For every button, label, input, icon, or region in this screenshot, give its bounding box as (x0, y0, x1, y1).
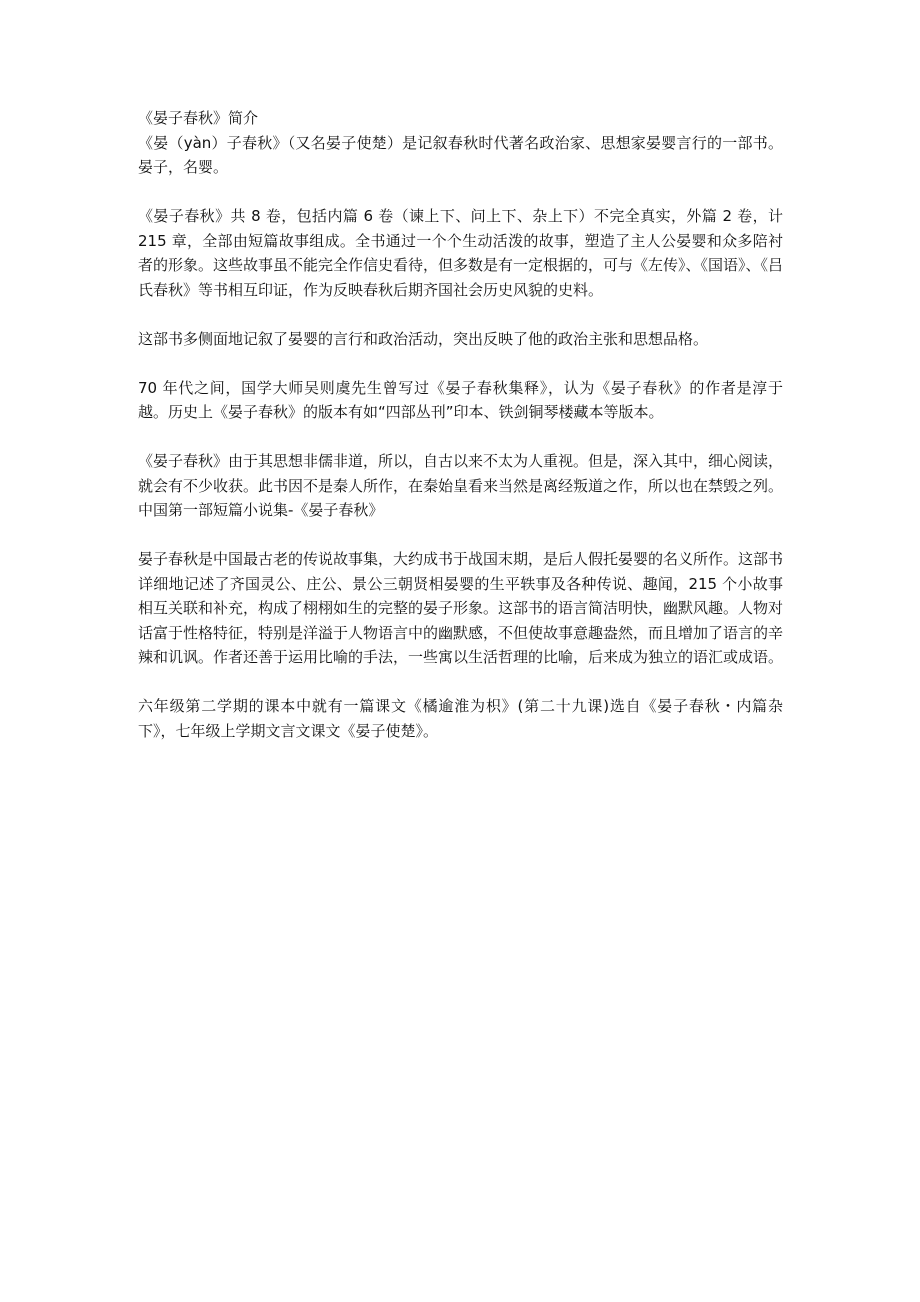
paragraph-content: 这部书多侧面地记叙了晏婴的言行和政治活动，突出反映了他的政治主张和思想品格。 (138, 329, 709, 348)
paragraph-intro: 《晏（yàn）子春秋》（又名晏子使楚）是记叙春秋时代著名政治家、思想家晏婴言行的一部书。晏子，名婴。 (138, 133, 783, 176)
paragraph-textbook: 六年级第二学期的课本中就有一篇课文《橘逾淮为枳》(第二十九课)选自《晏子春秋・内篇杂下》，七年级上学期文言文课文《晏子使楚》。 (138, 697, 783, 740)
paragraph-reception: 《晏子春秋》由于其思想非儒非道，所以，自古以来不太为人重视。但是，深入其中，细心阅读，就会有不少收获。此书因不是秦人所作，在秦始皇看来当然是离经叛道之作，所以也在禁毁之列。 中国第一部短篇小说集-《晏子春秋》 (138, 452, 784, 519)
paragraph-scholarship: 70 年代之间，国学大师吴则虞先生曾写过《晏子春秋集释》，认为《晏子春秋》的作者是淳于越。历史上《晏子春秋》的版本有如“四部丛刊”印本、铁剑铜琴楼藏本等版本。 (138, 378, 783, 421)
paragraph-collection: 晏子春秋是中国最古老的传说故事集，大约成书于战国末期，是后人假托晏婴的名义所作。这部书详细地记述了齐国灵公、庄公、景公三朝贤相晏婴的生平轶事及各种传说、趣闻，215 个小故事相互关联和补充，构成了栩栩如生的完整的晏子形象。这部书的语言简洁明快，幽默风趣。人物对话富于性格特征，特别是洋溢于人物语言中的幽默感，不但使故事意趣盎然，而且增加了语言的辛辣和讥讽。作者还善于运用比喻的手法，一些寓以生活哲理的比喻，后来成为独立的语汇或成语。 (138, 550, 784, 666)
document-body (138, 106, 783, 743)
document-title: 《晏子春秋》简介 (138, 109, 259, 127)
paragraph-volumes: 《晏子春秋》共 8 卷，包括内篇 6 卷（谏上下、问上下、杂上下）不完全真实，外篇 2 卷，计 215 章，全部由短篇故事组成。全书通过一个个生动活泼的故事，塑造了主人公晏婴和众多陪衬者的形象。这些故事虽不能完全作信史看待，但多数是有一定根据的，可与《左传》、《国语》、《吕氏春秋》等书相互印证，作为反映春秋后期齐国社会历史风貌的史料。 (138, 207, 784, 299)
